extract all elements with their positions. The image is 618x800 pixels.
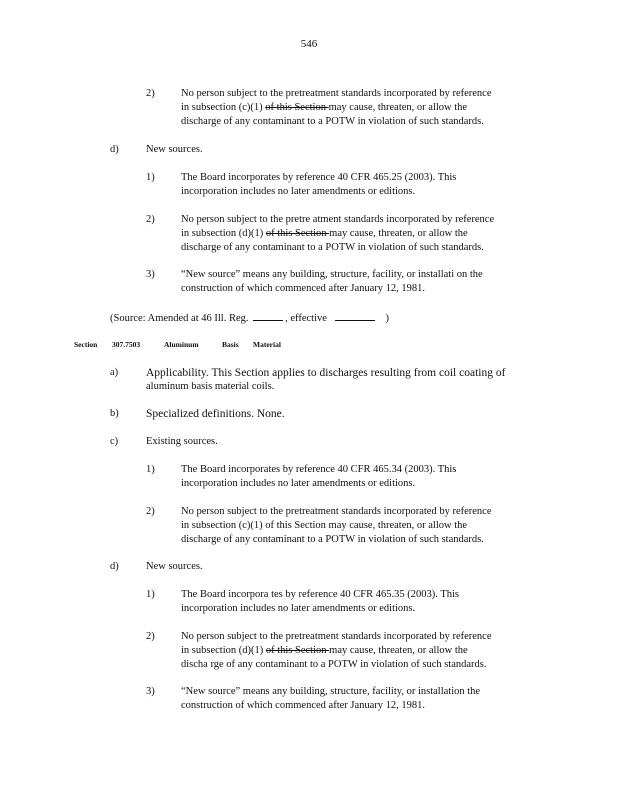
list-number: 2) [146, 88, 155, 99]
paragraph-line [181, 101, 467, 115]
list-number: 1) [146, 589, 155, 600]
page-number: 546 [300, 38, 318, 50]
paragraph-line: Applicability. This Section applies to discharges resulting from coil coating of [146, 367, 506, 379]
list-number: 2) [146, 631, 155, 642]
text-run: may cause, threaten, or allow the [329, 228, 468, 239]
struck-text: of this Section [265, 228, 330, 239]
list-number: 1) [146, 464, 155, 475]
paragraph-line: discha rge of any contaminant to a POTW in violation of such standards. [181, 659, 487, 670]
paragraph-line: incorporation includes no later amendments or editions. [181, 478, 416, 489]
text-run: (Source: Amended at 46 Ill. Reg. [110, 313, 249, 324]
subsection-heading: New sources. [146, 561, 203, 572]
list-number: 1) [146, 172, 155, 183]
struck-text: of this Section [265, 102, 329, 113]
text-run: ) [382, 313, 390, 324]
list-number: 3) [146, 686, 155, 697]
section-title-word: Material [253, 340, 281, 349]
paragraph-line: incorporation includes no later amendments or editions. [181, 186, 416, 197]
paragraph-line: “New source” means any building, structure, facility, or installati on the [181, 269, 483, 280]
list-number: 2) [146, 214, 155, 225]
paragraph-line: construction of which commenced after January 12, 1981. [181, 700, 426, 711]
struck-text: of this Section [265, 645, 330, 656]
list-letter: b) [110, 408, 119, 419]
paragraph-line: “New source” means any building, structure, facility, or installation the [181, 686, 481, 697]
paragraph-line: discharge of any contaminant to a POTW in violation of such standards. [181, 242, 484, 253]
text-run: in subsection (d)(1) [181, 228, 266, 239]
text-run: may cause, threaten, or allow the [329, 645, 468, 656]
paragraph-line [181, 227, 468, 241]
paragraph-line: Specialized definitions. None. [146, 408, 285, 420]
list-letter: d) [110, 144, 119, 155]
section-title-word: Basis [222, 340, 239, 349]
text-run: in subsection (d)(1) [181, 645, 266, 656]
paragraph-line: No person subject to the pretreatment standards incorporated by reference [181, 631, 492, 642]
paragraph-line: The Board incorporates by reference 40 CFR 465.25 (2003). This [181, 172, 457, 183]
text-run: may cause, threaten, or allow the [328, 102, 468, 113]
list-number: 3) [146, 269, 155, 280]
text-run: in subsection (c)(1) [181, 102, 266, 113]
paragraph-line: aluminum basis material coils. [146, 381, 275, 392]
paragraph-line: in subsection (c)(1) of this Section may cause, threaten, or allow the [181, 520, 468, 531]
source-note [110, 310, 389, 326]
subsection-heading: Existing sources. [146, 436, 218, 447]
section-title-word: Aluminum [164, 340, 199, 349]
blank-line [253, 310, 283, 321]
list-letter: a) [110, 367, 119, 378]
list-letter: d) [110, 561, 119, 572]
paragraph-line: discharge of any contaminant to a POTW in violation of such standards. [181, 116, 484, 127]
section-label: Section [74, 340, 98, 349]
paragraph-line: No person subject to the pretreatment standards incorporated by reference [181, 88, 492, 99]
subsection-heading: New sources. [146, 144, 203, 155]
paragraph-line: The Board incorporates by reference 40 CFR 465.34 (2003). This [181, 464, 457, 475]
paragraph-line: construction of which commenced after January 12, 1981. [181, 283, 426, 294]
paragraph-line: The Board incorpora tes by reference 40 CFR 465.35 (2003). This [181, 589, 459, 600]
paragraph-line: No person subject to the pretreatment standards incorporated by reference [181, 506, 492, 517]
paragraph-line: discharge of any contaminant to a POTW in violation of such standards. [181, 534, 484, 545]
paragraph-line [181, 644, 468, 658]
paragraph-line: incorporation includes no later amendments or editions. [181, 603, 416, 614]
list-number: 2) [146, 506, 155, 517]
blank-line [335, 310, 375, 321]
paragraph-line: No person subject to the pretre atment standards incorporated by reference [181, 214, 495, 225]
text-run: , effective [282, 313, 327, 324]
section-number: 307.7503 [112, 340, 141, 349]
list-letter: c) [110, 436, 119, 447]
